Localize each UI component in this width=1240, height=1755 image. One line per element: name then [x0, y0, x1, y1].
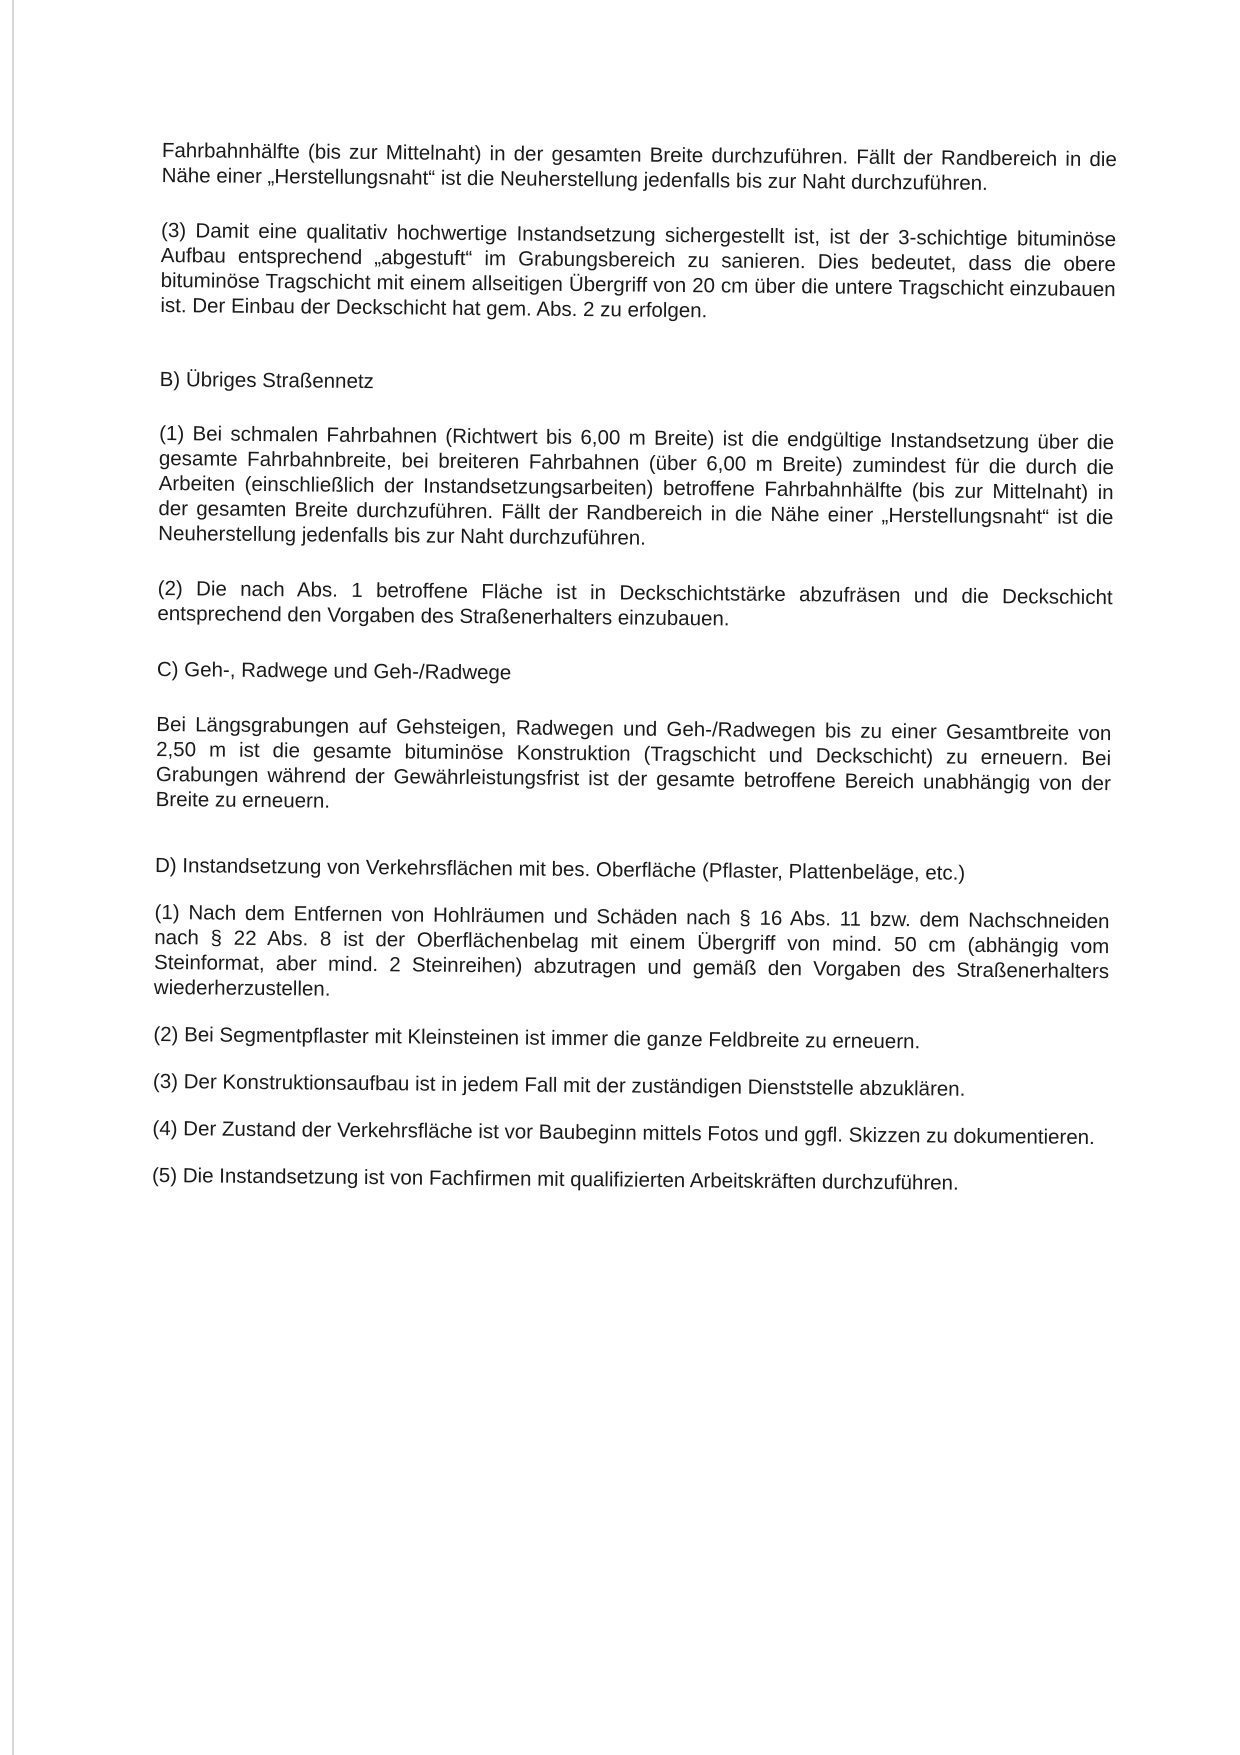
paragraph-a3: (3) Damit eine qualitativ hochwertige Instandsetzung sichergestellt ist, ist der 3-schichtige bituminöse Aufbau entsprechend „abgestuft“ im Grabungsbereich zu sanieren. Dies bedeutet, dass die obere bituminöse Tragschicht mit einem allseitigen Übergriff von 20 cm über die untere Tragschicht einzubauen ist. Der Einbau der Deckschicht hat gem. Abs. 2 zu erfolgen.	[160, 218, 1117, 323]
paragraph-b1: (1) Bei schmalen Fahrbahnen (Richtwert bis 6,00 m Breite) ist die endgültige Instandsetzung über die gesamte Fahrbahnbreite, bei breiteren Fahrbahnen (über 6,00 m Breite) zumindest für die durch die Arbeiten (einschließlich der Instandsetzungsarbeiten) betroffene Fahrbahnhälfte (bis zur Mittelnaht) in der gesamten Breite durchzuführen. Fällt der Randbereich in die Nähe einer „Herstellungsnaht“ ist die Neuherstellung jedenfalls bis zur Naht durchzuführen.	[158, 421, 1115, 550]
paragraph-intro-continuation: Fahrbahnhälfte (bis zur Mittelnaht) in der gesamten Breite durchzuführen. Fällt der Randbereich in die Nähe einer „Herstellungsnaht“ ist die Neuherstellung jedenfalls bis zur Naht durchzuführen.	[161, 138, 1117, 195]
scan-edge-line	[12, 0, 14, 1755]
paragraph-d1: (1) Nach dem Entfernen von Hohlräumen und Schäden nach § 16 Abs. 11 bzw. dem Nachschneiden nach § 22 Abs. 8 ist der Oberflächenbelag mit einem Übergriff von mind. 50 cm (abhängig vom Steinformat, aber mind. 2 Steinreihen) abzutragen und gemäß den Vorgaben des Straßenerhalters wiederherzustellen.	[153, 900, 1110, 1001]
paragraph-b2: (2) Die nach Abs. 1 betroffene Fläche ist in Deckschichtstärke abzufräsen und die Deckschicht entsprechend den Vorgaben des Straßenerhalters einzubauen.	[157, 576, 1113, 631]
heading-b: B) Übriges Straßennetz	[159, 367, 374, 394]
paragraph-c: Bei Längsgrabungen auf Gehsteigen, Radwegen und Geh-/Radwegen bis zu einer Gesamtbreite von 2,50 m ist die gesamte bituminöse Konstruktion (Tragschicht und Deckschicht) zu erneuern. Bei Grabungen während der Gewährleistungsfrist ist der gesamte betroffene Bereich unabhängig von der Breite zu erneuern.	[155, 712, 1112, 813]
paragraph-d2: (2) Bei Segmentpflaster mit Kleinsteinen ist immer die ganze Feldbreite zu erneuern.	[153, 1022, 921, 1054]
heading-c: C) Geh-, Radwege und Geh-/Radwege	[156, 657, 512, 685]
paragraph-d5: (5) Die Instandsetzung ist von Fachfirmen mit qualifizierten Arbeitskräften durchzuführen.	[151, 1163, 959, 1195]
heading-d: D) Instandsetzung von Verkehrsflächen mit bes. Oberfläche (Pflaster, Plattenbeläge, etc.)	[154, 853, 966, 885]
paragraph-d4: (4) Der Zustand der Verkehrsfläche ist vor Baubeginn mittels Fotos und ggfl. Skizzen zu dokumentieren.	[152, 1116, 1095, 1149]
paragraph-d3: (3) Der Konstruktionsaufbau ist in jedem Fall mit der zuständigen Dienststelle abzuklären.	[152, 1069, 966, 1101]
document-body	[152, 138, 1117, 1197]
